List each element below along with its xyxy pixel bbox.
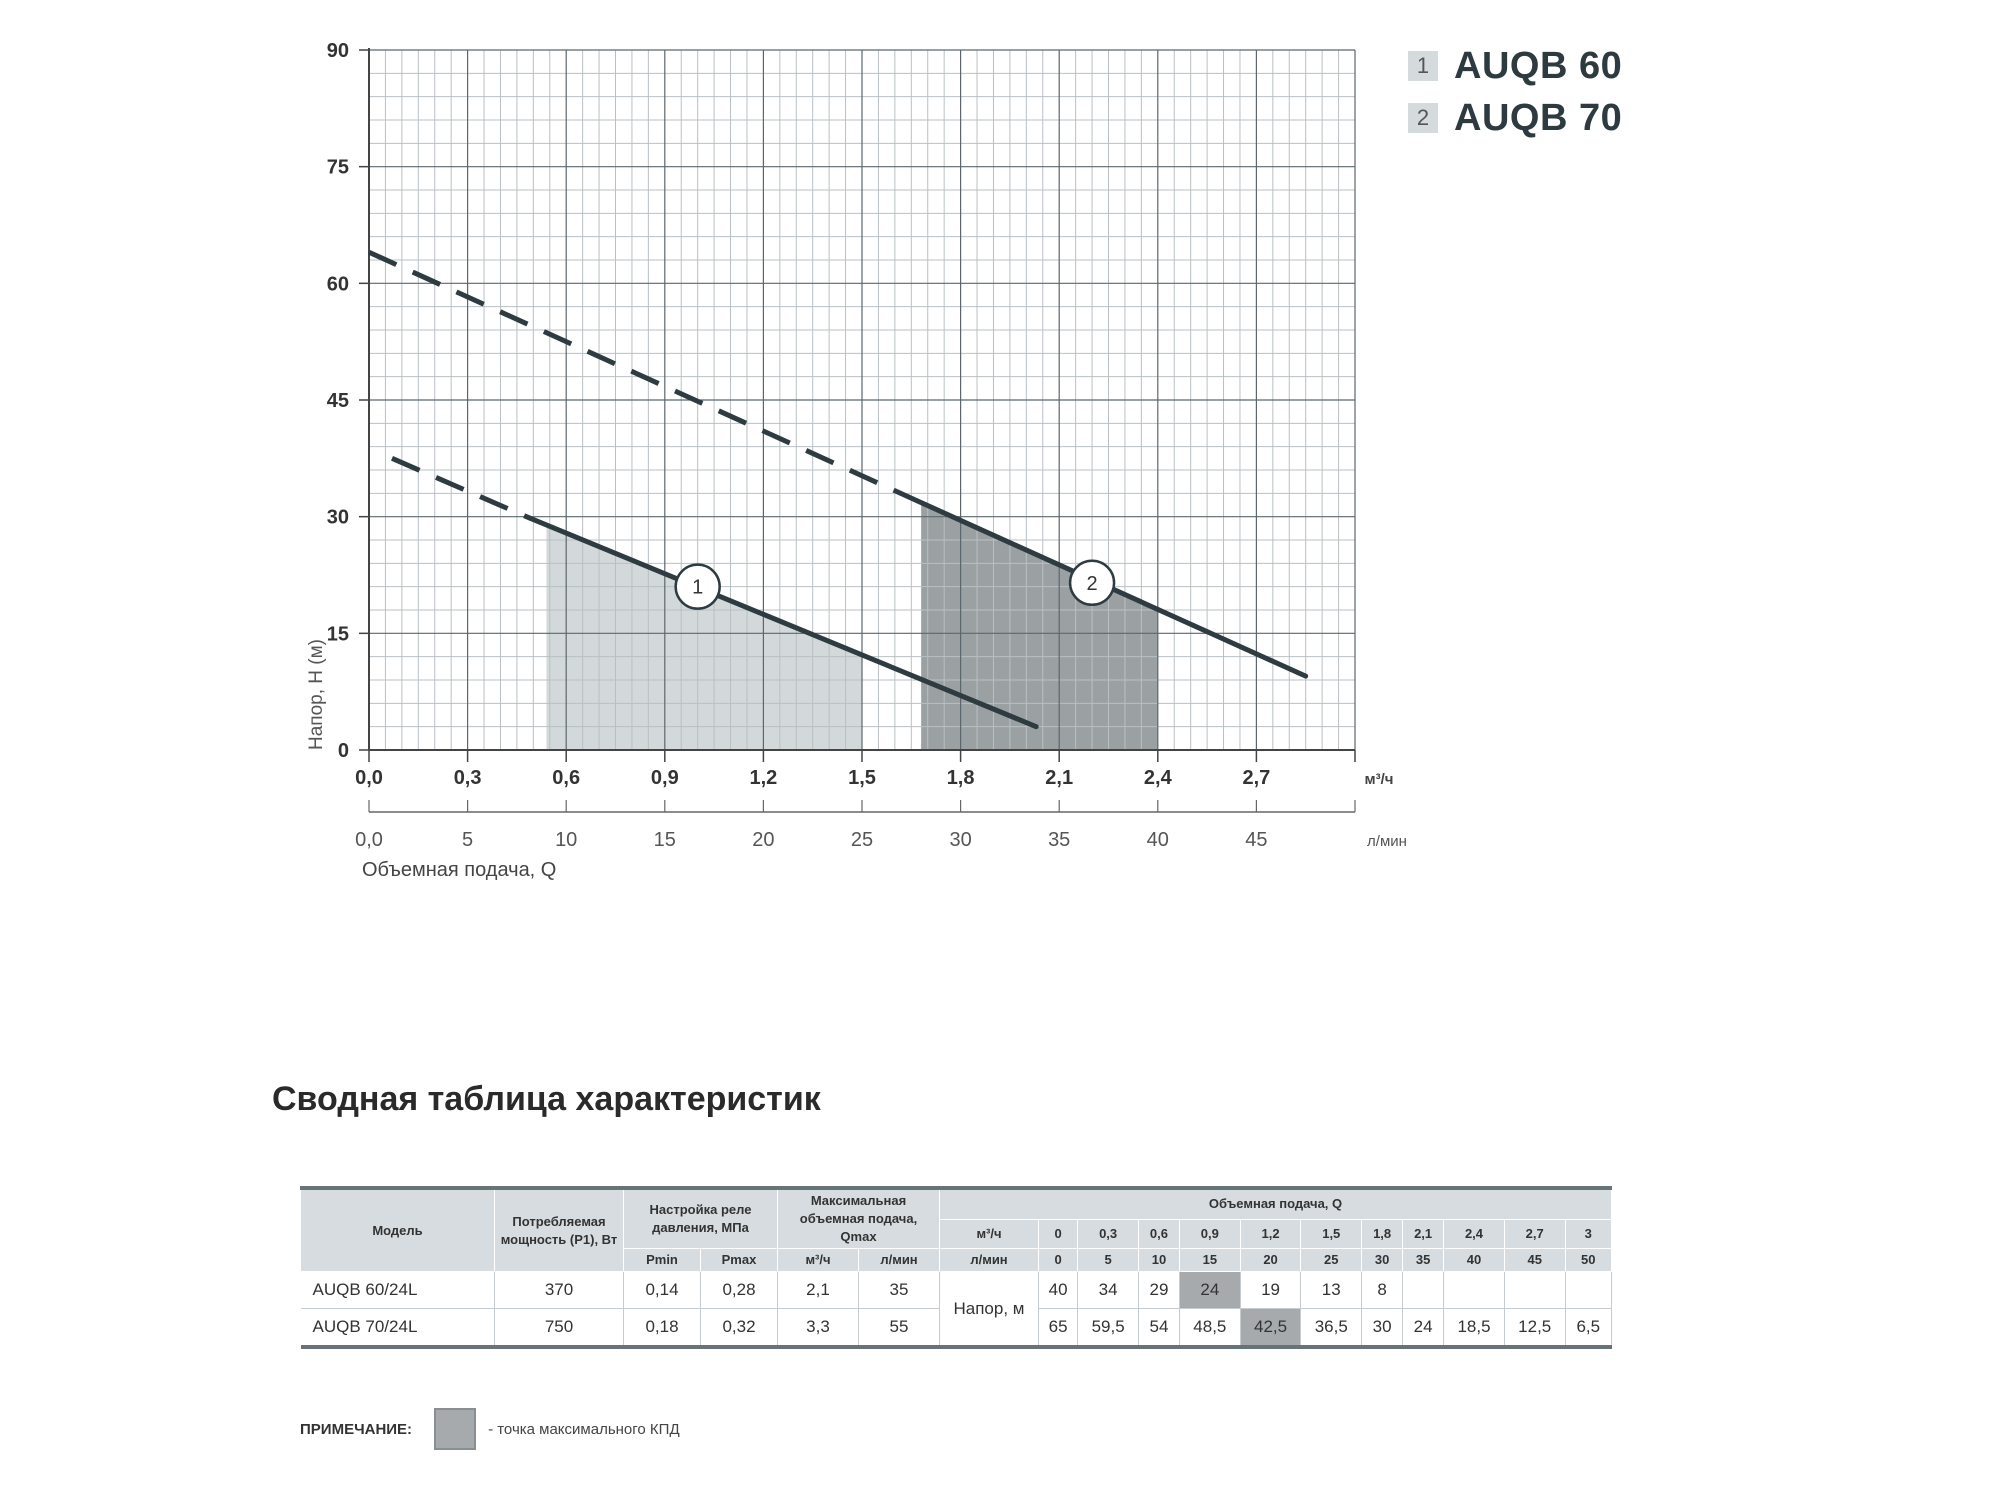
cell-head-value: 29 bbox=[1138, 1272, 1179, 1309]
th-flow-lmin-value: 15 bbox=[1179, 1249, 1240, 1272]
note bbox=[300, 1408, 680, 1450]
cell-head-value: 24 bbox=[1403, 1309, 1444, 1348]
th-flow-m3h-value: 0,6 bbox=[1138, 1219, 1179, 1248]
x-tick-label-lmin: 30 bbox=[949, 829, 972, 851]
th-flow-lmin-value: 0 bbox=[1039, 1249, 1078, 1272]
th-flow-m3h-value: 0 bbox=[1039, 1219, 1078, 1248]
x-tick-label-lmin: 45 bbox=[1245, 829, 1268, 851]
x-unit-m3h: м³/ч bbox=[1364, 771, 1394, 788]
x-axis-title: Объемная подача, Q bbox=[362, 859, 557, 881]
th-flow-lmin-value: 10 bbox=[1138, 1249, 1179, 1272]
cell-head-value bbox=[1565, 1272, 1611, 1309]
x-tick-label-m3h: 2,1 bbox=[1045, 767, 1074, 789]
cell-model: AUQB 60/24L bbox=[301, 1272, 495, 1309]
x-tick-label-m3h: 2,4 bbox=[1143, 767, 1172, 789]
th-power: Потребляемая мощность (P1), Вт bbox=[495, 1188, 624, 1272]
section-title: Сводная таблица характеристик bbox=[272, 1080, 821, 1118]
legend-item-auqb70 bbox=[1408, 92, 1622, 144]
x-tick-label-m3h: 2,7 bbox=[1242, 767, 1271, 789]
cell-head-value: 65 bbox=[1039, 1309, 1078, 1348]
th-flow-lmin-value: 35 bbox=[1403, 1249, 1444, 1272]
spec-table-body bbox=[301, 1272, 1612, 1348]
x-tick-label-lmin: 0,0 bbox=[355, 829, 383, 851]
x-tick-label-m3h: 1,5 bbox=[848, 767, 876, 789]
cell-pmin: 0,18 bbox=[624, 1309, 701, 1348]
cell-head-value bbox=[1403, 1272, 1444, 1309]
th-qmax: Максимальная объемная подача, Qmax bbox=[778, 1188, 940, 1249]
th-flow-lmin-label: л/мин bbox=[940, 1249, 1039, 1272]
th-flow-lmin-value: 45 bbox=[1504, 1249, 1565, 1272]
cell-head-value: 18,5 bbox=[1444, 1309, 1505, 1348]
cell-qmax-m3h: 3,3 bbox=[778, 1309, 859, 1348]
x-tick-label-m3h: 1,2 bbox=[749, 767, 778, 789]
x-tick-label-m3h: 0,3 bbox=[453, 767, 482, 789]
x-tick-label-lmin: 5 bbox=[462, 829, 474, 851]
th-flow-m3h-value: 2,7 bbox=[1504, 1219, 1565, 1248]
cell-qmax-lmin: 55 bbox=[859, 1309, 940, 1348]
th-flow-m3h-value: 1,2 bbox=[1240, 1219, 1301, 1248]
cell-head-value: 12,5 bbox=[1504, 1309, 1565, 1348]
th-flow-m3h-value: 2,4 bbox=[1444, 1219, 1505, 1248]
th-flow-lmin-value: 25 bbox=[1301, 1249, 1362, 1272]
x-tick-label-lmin: 35 bbox=[1048, 829, 1071, 851]
x-tick-label-m3h: 0,9 bbox=[650, 767, 679, 789]
chart-grid bbox=[369, 50, 1355, 750]
cell-head-value: 24 bbox=[1179, 1272, 1240, 1309]
cell-pmax: 0,32 bbox=[701, 1309, 778, 1348]
cell-head-value bbox=[1444, 1272, 1505, 1309]
y-tick-label: 30 bbox=[326, 506, 349, 529]
cell-head-value: 54 bbox=[1138, 1309, 1179, 1348]
y-tick-label: 75 bbox=[326, 156, 349, 179]
th-model: Модель bbox=[301, 1188, 495, 1272]
y-tick-label: 15 bbox=[326, 623, 349, 646]
curve-dashed-1 bbox=[392, 458, 530, 518]
table-row bbox=[301, 1272, 1612, 1309]
legend-number-badge: 2 bbox=[1408, 103, 1438, 133]
cell-power: 370 bbox=[495, 1272, 624, 1309]
x-tick-label-lmin: 15 bbox=[653, 829, 676, 851]
cell-head-value: 30 bbox=[1362, 1309, 1403, 1348]
th-qmax-m3h: м³/ч bbox=[778, 1249, 859, 1272]
cell-head-value: 42,5 bbox=[1240, 1309, 1301, 1348]
th-flow-m3h-value: 0,9 bbox=[1179, 1219, 1240, 1248]
th-flow-m3h-label: м³/ч bbox=[940, 1219, 1039, 1248]
y-tick-label: 0 bbox=[337, 740, 349, 762]
cell-head-value: 36,5 bbox=[1301, 1309, 1362, 1348]
legend-label: AUQB 60 bbox=[1454, 44, 1623, 87]
th-flow-m3h-value: 2,1 bbox=[1403, 1219, 1444, 1248]
y-tick-label: 90 bbox=[326, 40, 349, 62]
th-flow-m3h-value: 0,3 bbox=[1078, 1219, 1139, 1248]
th-flow-m3h-value: 1,5 bbox=[1301, 1219, 1362, 1248]
th-flow-lmin-value: 50 bbox=[1565, 1249, 1611, 1272]
cell-power: 750 bbox=[495, 1309, 624, 1348]
x-tick-label-m3h: 0,0 bbox=[355, 767, 383, 789]
x-unit-lmin: л/мин bbox=[1367, 833, 1407, 850]
legend-item-auqb60 bbox=[1408, 40, 1622, 92]
th-flow-m3h-value: 1,8 bbox=[1362, 1219, 1403, 1248]
note-text: - точка максимального КПД bbox=[488, 1420, 680, 1438]
legend-number-badge: 1 bbox=[1408, 51, 1438, 81]
curve-marker-label: 1 bbox=[692, 576, 704, 599]
cell-head-value: 59,5 bbox=[1078, 1309, 1139, 1348]
cell-head-value: 8 bbox=[1362, 1272, 1403, 1309]
x-tick-label-lmin: 10 bbox=[555, 829, 578, 851]
best-efficiency-swatch bbox=[434, 1408, 476, 1450]
chart-legend bbox=[1408, 40, 1622, 144]
th-flow-lmin-value: 30 bbox=[1362, 1249, 1403, 1272]
y-tick-label: 45 bbox=[326, 390, 349, 412]
th-relay: Настройка реле давления, МПа bbox=[624, 1188, 778, 1249]
cell-head-value: 6,5 bbox=[1565, 1309, 1611, 1348]
cell-head-value: 48,5 bbox=[1179, 1309, 1240, 1348]
x-tick-label-lmin: 20 bbox=[752, 829, 775, 851]
cell-model: AUQB 70/24L bbox=[301, 1309, 495, 1348]
th-pmin: Pmin bbox=[624, 1249, 701, 1272]
th-qmax-lmin: л/мин bbox=[859, 1249, 940, 1272]
th-flow-lmin-value: 40 bbox=[1444, 1249, 1505, 1272]
cell-head-value: 13 bbox=[1301, 1272, 1362, 1309]
cell-qmax-m3h: 2,1 bbox=[778, 1272, 859, 1309]
cell-head-value: 19 bbox=[1240, 1272, 1301, 1309]
note-label: ПРИМЕЧАНИЕ: bbox=[300, 1420, 413, 1438]
th-flow-lmin-value: 5 bbox=[1078, 1249, 1139, 1272]
x-tick-label-m3h: 1,8 bbox=[946, 767, 975, 789]
y-tick-label: 60 bbox=[326, 273, 349, 296]
cell-pmin: 0,14 bbox=[624, 1272, 701, 1309]
curve-marker-label: 2 bbox=[1086, 572, 1098, 595]
cell-head-value: 34 bbox=[1078, 1272, 1139, 1309]
cell-qmax-lmin: 35 bbox=[859, 1272, 940, 1309]
x-tick-label-m3h: 0,6 bbox=[552, 767, 581, 789]
th-flow: Объемная подача, Q bbox=[940, 1188, 1612, 1219]
th-pmax: Pmax bbox=[701, 1249, 778, 1272]
spec-table bbox=[300, 1186, 1612, 1349]
legend-label: AUQB 70 bbox=[1454, 96, 1623, 139]
cell-head-value: 40 bbox=[1039, 1272, 1078, 1309]
x-tick-label-lmin: 40 bbox=[1146, 829, 1169, 851]
cell-head-value bbox=[1504, 1272, 1565, 1309]
th-flow-lmin-value: 20 bbox=[1240, 1249, 1301, 1272]
x-tick-label-lmin: 25 bbox=[850, 829, 874, 851]
y-axis-title: Напор, Н (м) bbox=[306, 639, 327, 750]
th-flow-m3h-value: 3 bbox=[1565, 1219, 1611, 1248]
cell-head-label: Напор, м bbox=[940, 1272, 1039, 1348]
cell-pmax: 0,28 bbox=[701, 1272, 778, 1309]
